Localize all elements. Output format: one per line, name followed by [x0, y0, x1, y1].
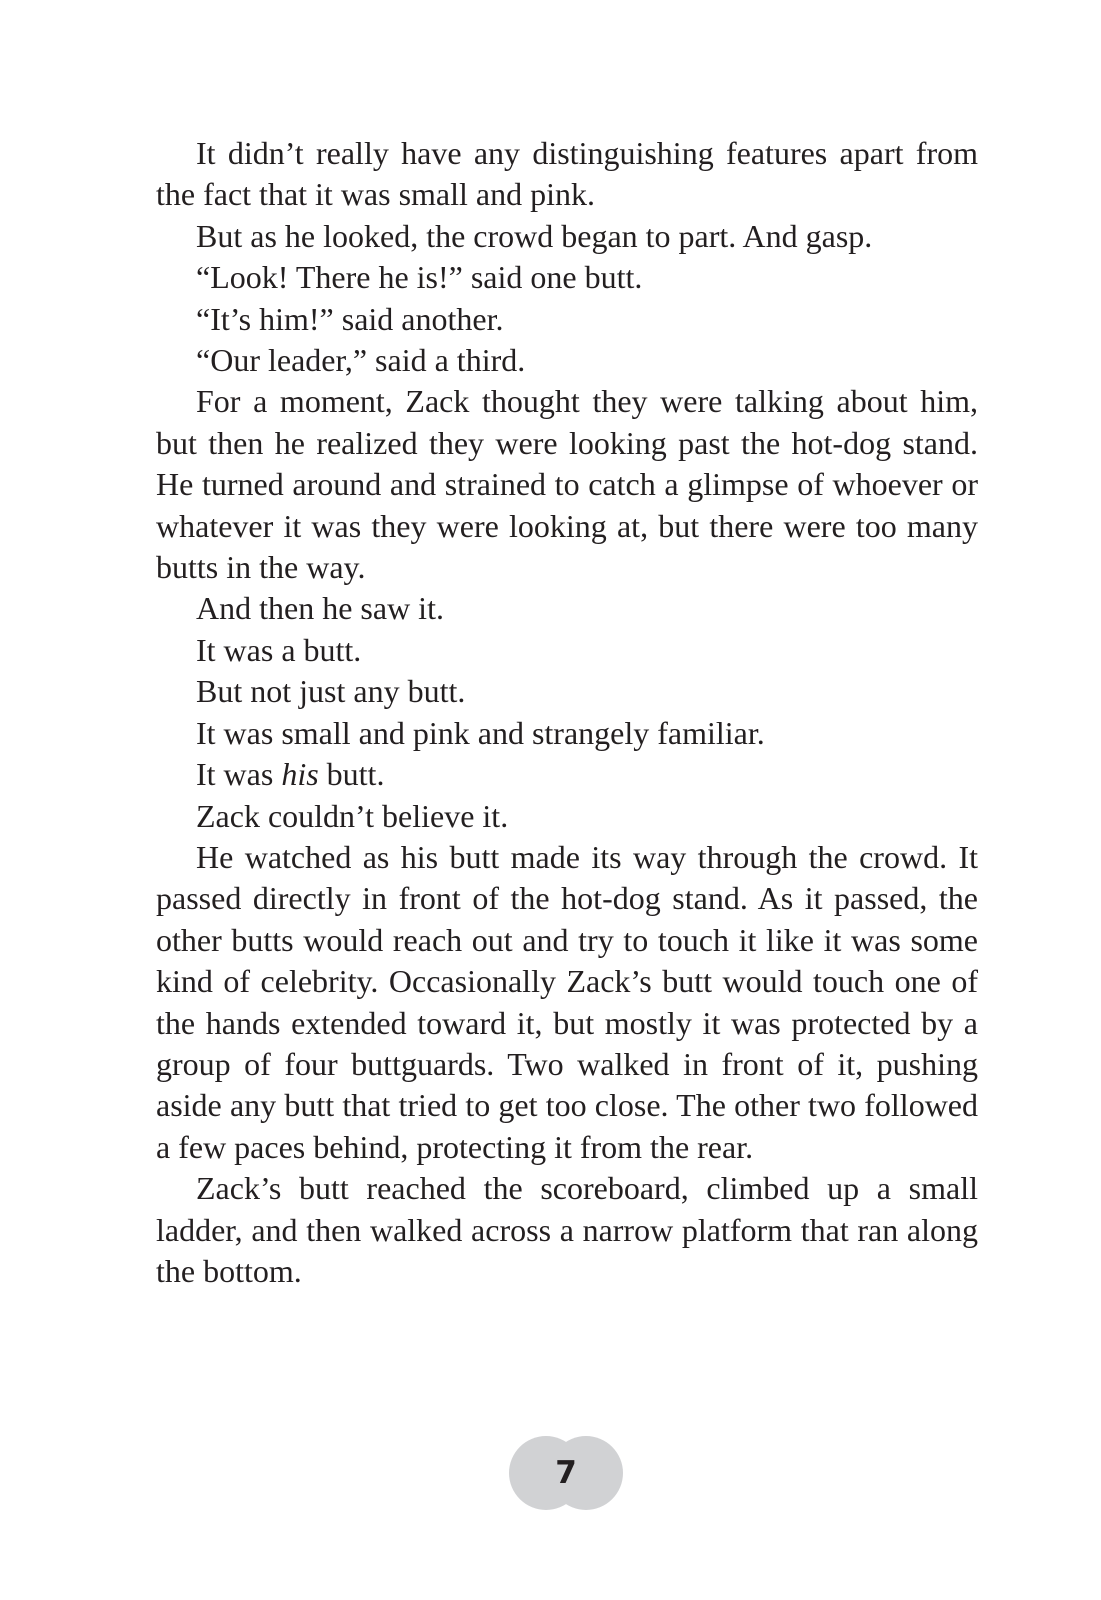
paragraph: Zack couldn’t believe it.: [196, 797, 509, 834]
body-text: [156, 133, 978, 1292]
emphasized-word: his: [281, 756, 319, 793]
page-number: 7: [555, 1455, 577, 1491]
paragraph: But as he looked, the crowd began to part. And gasp.: [196, 217, 873, 254]
paragraph: It was small and pink and strangely familiar.: [196, 714, 765, 751]
paragraph: For a moment, Zack thought they were talking about him, but then he realized they were looking past the hot-dog stand. He turned around and strained to catch a glimpse of whoever or whatever it was they were looking at, but there were too many butts in the way.: [156, 383, 978, 586]
page-number-badge: [509, 1436, 623, 1510]
text-run: It was: [196, 756, 282, 793]
paragraph-with-emphasis: [156, 754, 978, 795]
paragraph: It was a butt.: [196, 631, 362, 668]
paragraph: “Look! There he is!” said one butt.: [196, 259, 643, 296]
paragraph: And then he saw it.: [196, 590, 444, 627]
paragraph: Zack’s butt reached the scoreboard, climbed up a small ladder, and then walked across a narrow platform that ran along the bottom.: [156, 1170, 978, 1289]
paragraph: “It’s him!” said another.: [196, 300, 504, 337]
paragraph: It didn’t really have any distinguishing features apart from the fact that it was small and pink.: [156, 135, 978, 213]
text-run: butt.: [318, 756, 385, 793]
paragraph: He watched as his butt made its way through the crowd. It passed directly in front of the hot-dog stand. As it passed, the other butts would reach out and try to touch it like it was some kind of celebrity. Occasionally Zack’s butt would touch one of the hands extended toward it, but mostly it was protected by a group of four buttguards. Two walked in front of it, pushing aside any butt that tried to get too close. The other two followed a few paces behind, protecting it from the rear.: [156, 838, 978, 1165]
paragraph: “Our leader,” said a third.: [196, 342, 526, 379]
paragraph: But not just any butt.: [196, 673, 466, 710]
